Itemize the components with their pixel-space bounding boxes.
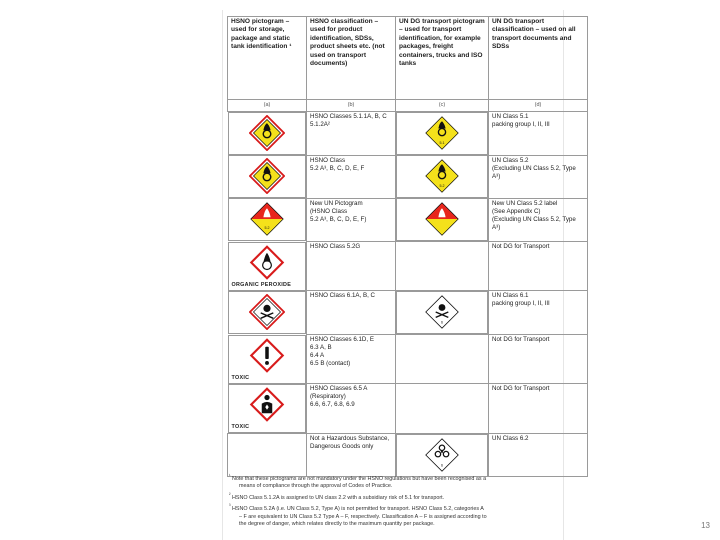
class-number: 5.2 [264, 225, 270, 230]
column-letter-b: (b) [307, 100, 396, 112]
hsno-pictogram-cell [228, 433, 307, 477]
hsno-pictogram-cell [228, 112, 307, 155]
header-un-classification: UN DG transport classification – used on all transport documents and SDSs [489, 17, 588, 100]
oxidizer-icon [249, 115, 285, 151]
footnote: $^{^3}$ HSNO Class 5.2A (i.e. UN Class 5.2, Type A) is not permitted for transport. HSNO Class 5.2, categories A [229, 503, 484, 513]
organic-peroxide-icon [424, 158, 460, 194]
un-class-cell: Not DG for Transport [489, 335, 588, 384]
hsno-class-cell: HSNO Classes 5.1.1A, B, C 5.1.2A² [307, 112, 396, 156]
un-class-cell: UN Class 6.2 [489, 433, 588, 477]
un-pictogram-cell [396, 155, 488, 198]
un-class-cell: Not DG for Transport [489, 242, 588, 291]
un-class-cell: Not DG for Transport [489, 384, 588, 434]
document-page [222, 10, 576, 540]
ghs-label: ORGANIC PEROXIDE [231, 281, 292, 288]
header-un-pictogram: UN DG transport pictogram – used for transport identification, for example packages, freight containers, trucks and ISO tanks [396, 17, 489, 100]
footnote: $^{^1}$ Note that these pictograms are not mandatory under the HSNO regulations but have been recognised as a [229, 473, 487, 482]
hsno-pictogram-cell [228, 335, 307, 384]
hsno-class-cell: Not a Hazardous Substance, Dangerous Goods only [307, 433, 396, 477]
footnote: – F are equivalent to UN Class 5.2 Type A – F, respectively. Classification A – F is assigned according to [239, 513, 487, 520]
column-letter-d: (d) [489, 100, 588, 112]
table-row [228, 242, 588, 291]
un-class-cell: UN Class 5.1 packing group I, II, III [489, 112, 588, 156]
hsno-class-cell: HSNO Class 5.2 A³, B, C, D, E, F [307, 155, 396, 198]
class-number: 6 [441, 320, 443, 325]
oxidizer-icon [424, 115, 460, 151]
table-row [228, 198, 588, 242]
hsno-pictogram-cell [228, 242, 307, 291]
un-pictogram-cell [396, 242, 489, 291]
class-number: 5.2 [439, 183, 445, 188]
table-row [228, 433, 588, 477]
un-class-cell: New UN Class 5.2 label (See Appendix C) (Excluding UN Class 5.2, Type A³) [489, 198, 588, 242]
un-pictogram-cell [396, 335, 489, 384]
organic-peroxide-new-icon [249, 201, 285, 237]
ghs-label: TOXIC [231, 374, 250, 381]
organic-peroxide-new-icon [424, 201, 460, 237]
hsno-class-cell: HSNO Class 6.1A, B, C [307, 291, 396, 335]
exclamation-mark-icon [249, 338, 285, 373]
skull-crossbones-icon [249, 294, 285, 330]
footnote: the degree of danger, which relates directly to the maximum quantity per package. [239, 521, 435, 528]
un-pictogram-cell [396, 291, 488, 334]
un-class-cell: UN Class 5.2 (Excluding UN Class 5.2, Type A³) [489, 155, 588, 198]
ghs-label: TOXIC [231, 423, 250, 430]
hsno-pictogram-cell [228, 384, 307, 433]
header-hsno-pictogram: HSNO pictogram – used for storage, package and static tank identification ¹ [228, 17, 307, 100]
page-number: 13 [701, 521, 710, 530]
hsno-pictogram-cell [228, 198, 307, 241]
header-hsno-classification: HSNO classification – used for product identification, SDSs, product sheets etc. (not used on transport documents) [307, 17, 396, 100]
un-class-cell: UN Class 6.1 packing group I, II, III [489, 291, 588, 335]
table-row [228, 112, 588, 156]
column-letter-row [228, 100, 588, 112]
footnotes [229, 472, 561, 529]
un-pictogram-cell [396, 112, 488, 155]
health-hazard-icon [249, 387, 285, 422]
un-pictogram-cell [396, 434, 488, 477]
footnote: means of compliance through the approval of Codes of Practice. [239, 483, 393, 490]
hsno-class-cell: HSNO Classes 6.1D, E 6.3 A, B 6.4 A 6.5 B (contact) [307, 335, 396, 384]
un-pictogram-cell [396, 198, 488, 241]
un-pictogram-cell [396, 384, 489, 434]
hsno-class-cell: HSNO Class 5.2G [307, 242, 396, 291]
table-row [228, 335, 588, 384]
table-row [228, 384, 588, 434]
hsno-pictogram-cell [228, 155, 307, 198]
hsno-class-cell: HSNO Classes 6.5 A (Respiratory) 6.6, 6.7, 6.8, 6.9 [307, 384, 396, 434]
table-row [228, 155, 588, 198]
footnote: $^{^2}$ HSNO Class 5.1.2A is assigned to UN class 2.2 with a subsidiary risk of 5.1 for transport. [229, 491, 445, 501]
ghs-organic-peroxide-icon [249, 245, 285, 280]
class-number: 5.1 [439, 140, 445, 145]
table-row [228, 291, 588, 335]
class-number: 6 [441, 463, 443, 468]
column-letter-c: (c) [396, 100, 489, 112]
hazard-pictogram-table [227, 16, 588, 477]
header-row [228, 17, 588, 100]
hsno-pictogram-cell [228, 291, 307, 334]
column-letter-a: (a) [228, 100, 307, 112]
hsno-class-cell: New UN Pictogram (HSNO Class 5.2 A³, B, C, D, E, F) [307, 198, 396, 242]
skull-crossbones-icon [424, 294, 460, 330]
organic-peroxide-icon [249, 158, 285, 194]
biohazard-icon [424, 437, 460, 473]
